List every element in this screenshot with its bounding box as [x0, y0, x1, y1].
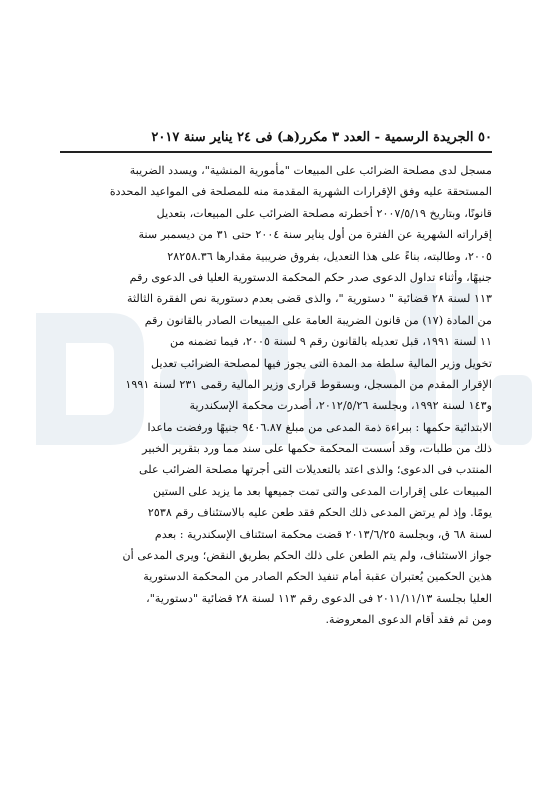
body-line: الابتدائية حكمها : ببراءة ذمة المدعى من مبلغ ٩٤٠٦.٨٧ جنيهًا ورفضت ماعدا: [147, 420, 492, 434]
header-rule: [60, 151, 492, 153]
document-body: [60, 160, 492, 631]
body-line: ٢٠٠٥، وطالبته، بناءً على هذا التعديل، بفروق ضريبية مقدارها ٢٨٢٥٨.٣٦: [167, 249, 492, 263]
body-line: ١١٣ لسنة ٢٨ قضائية " دستورية "، والذى قضى بعدم دستورية نص الفقرة الثالثة: [127, 292, 492, 306]
body-line: المنتدب فى الدعوى؛ والذى اعتد بالتعديلات التى أجرتها مصلحة الضرائب على: [138, 463, 492, 477]
body-line: تخويل وزير المالية سلطة مد المدة التى يجوز فيها لمصلحة الضرائب تعديل: [150, 356, 492, 370]
body-line: لسنة ٦٨ ق، وبجلسة ٢٠١٣/٦/٢٥ قضت محكمة استئناف الإسكندرية : بعدم: [154, 527, 492, 541]
body-line: يومًا. وإذ لم يرتض المدعى ذلك الحكم فقد طعن عليه بالاستئناف رقم ٢٥٣٨: [147, 506, 492, 520]
body-line: ١١ لسنة ١٩٩١، قبل تعديله بالقانون رقم ٩ لسنة ٢٠٠٥، فيما تضمنه من: [169, 335, 492, 349]
body-line: جواز الاستئناف، ولم يتم الطعن على ذلك الحكم بطريق النقض؛ ويرى المدعى أن: [122, 549, 492, 563]
body-line: و١٤٣ لسنة ١٩٩٢، وبجلسة ٢٠١٢/٥/٢٦، أصدرت محكمة الإسكندرية: [189, 399, 492, 413]
body-line: المستحقة عليه وفق الإقرارات الشهرية المقدمة منه للمصلحة فى المواعيد المحددة: [109, 185, 492, 199]
body-line: إقراراته الشهرية عن الفترة من أول يناير سنة ٢٠٠٤ حتى ٣١ من ديسمبر سنة: [138, 228, 492, 242]
body-line: من المادة (١٧) من قانون الضريبة العامة على المبيعات الصادر بالقانون رقم: [144, 313, 492, 327]
body-line: ذلك من طلبات، وقد أسست المحكمة حكمها على سند مما ورد بتقرير الخبير: [142, 442, 492, 456]
body-line: الإقرار المقدم من المسجل، وبسقوط قرارى وزير المالية رقمى ٢٣١ لسنة ١٩٩١: [125, 377, 492, 391]
body-line: هذين الحكمين يُعتبران عقبة أمام تنفيذ الحكم الصادر من المحكمة الدستورية: [143, 570, 492, 584]
page-header: ٥٠ الجريدة الرسمية - العدد ٣ مكرر(هـ) فى ٢٤ يناير سنة ٢٠١٧: [151, 130, 492, 145]
body-line: مسجل لدى مصلحة الضرائب على المبيعات "مأمورية المنشية"، ويسدد الضريبة: [129, 164, 492, 177]
body-line: قانونًا، وبتاريخ ٢٠٠٧/٥/١٩ أخطرته مصلحة الضرائب على المبيعات، بتعديل: [156, 206, 492, 220]
body-line: العليا بجلسة ٢٠١١/١١/١٣ فى الدعوى رقم ١١٣ لسنة ٢٨ قضائية "دستورية"،: [146, 591, 492, 605]
body-line: جنيهًا، وأثناء تداول الدعوى صدر حكم المحكمة الدستورية العليا فى الدعوى رقم: [129, 270, 492, 284]
body-line: المبيعات على إقرارات المدعى والتى تمت جميعها بعد ما يزيد على الستين: [153, 484, 492, 498]
body-line: ومن ثم فقد أقام الدعوى المعروضة.: [325, 613, 492, 627]
